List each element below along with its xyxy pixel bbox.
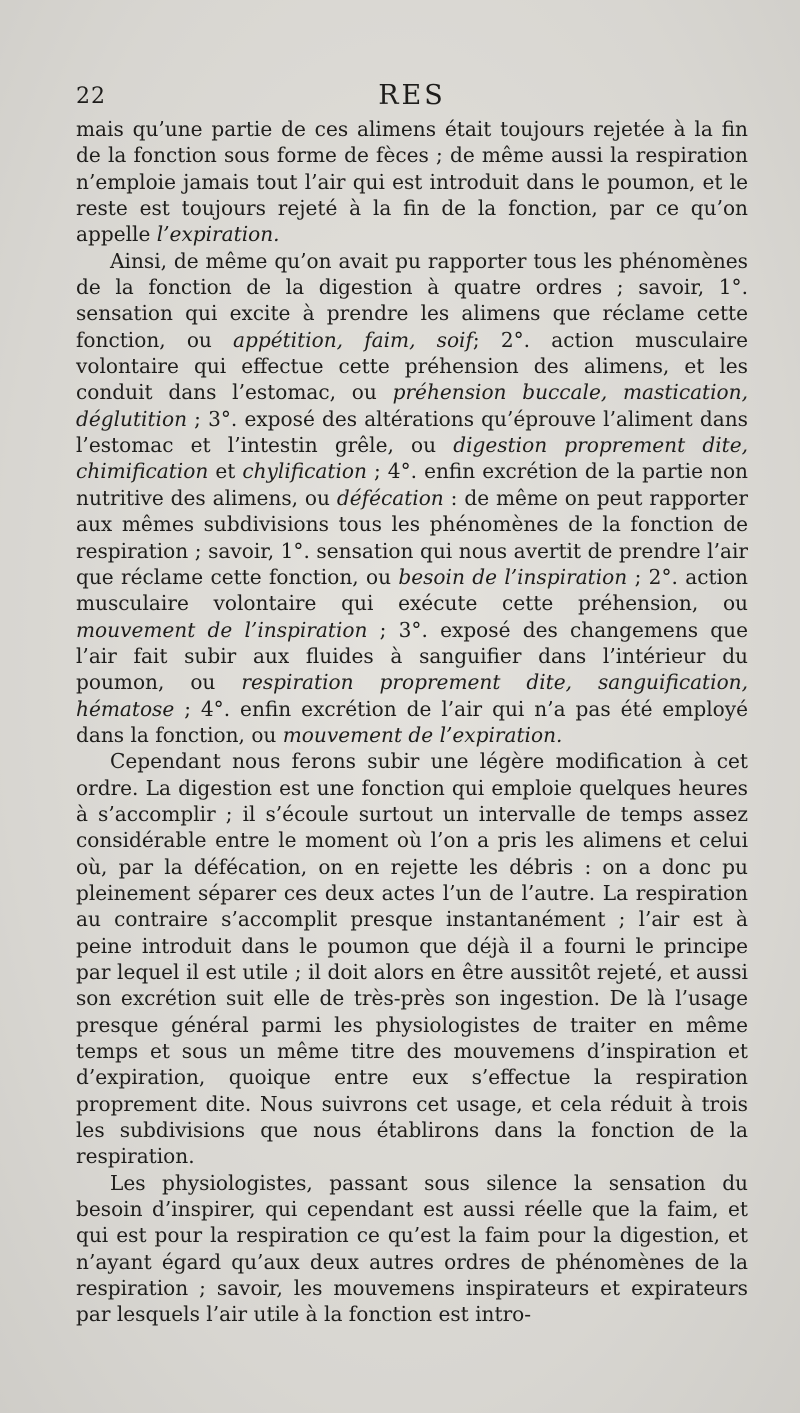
text-run: ; 3°. exposé des changemens que l’air fait subir aux fluides à sanguifier dans l’intérieur du poumon, ou (76, 617, 749, 695)
paragraph-4 (76, 1170, 748, 1328)
italic-term: préhension buccale, mastication, déglutition (76, 380, 748, 431)
italic-term: mouvement de l’inspiration (76, 617, 368, 642)
paragraph-2 (76, 248, 748, 749)
text-run: ; 3°. exposé des altérations qu’éprouve l’aliment dans l’estomac et l’intestin grêle, ou (76, 406, 748, 458)
text-run: et (208, 459, 243, 484)
paragraph-1 (76, 116, 748, 248)
text-run: ; 4°. enfin excrétion de la partie non nutritive des alimens, ou (76, 459, 748, 510)
page-header (76, 80, 748, 114)
italic-term: besoin de l’inspiration (398, 564, 628, 589)
text-run: Ainsi, de même qu’on avait pu rapporter tous les phénomènes de la fonction de la digestion à quatre ordres ; savoir, 1°. sensation qui excite à prendre les alimens que réclame cette fonction, ou (76, 248, 748, 352)
italic-term: digestion proprement dite, chimification (76, 433, 748, 484)
italic-term: défécation (336, 485, 444, 510)
italic-term: l’expiration. (156, 222, 280, 247)
italic-term: mouvement de l’expiration. (282, 722, 563, 747)
text-run: Les physiologistes, passant sous silence la sensation du besoin d’inspirer, qui cependant est aussi réelle que la faim, et qui est pour la respiration ce qu’est la faim pour la digestion, et n’ayant égard qu’aux deux autres ordres de phénomènes de la respiration ; savoir, les mouvemens inspirateurs et expirateurs par lesquels l’air utile à la fonction est intro- (76, 1170, 748, 1327)
text-run: ; 4°. enfin excrétion de l’air qui n’a pas été employé dans la fonction, ou (76, 696, 748, 747)
body-text (76, 116, 748, 1328)
italic-term: respiration proprement dite, sanguification, hématose (76, 670, 748, 721)
italic-term: appétition, faim, soif (233, 327, 473, 352)
running-head: RES (378, 80, 446, 111)
italic-term: chylification (242, 459, 367, 484)
page-number: 22 (76, 84, 106, 109)
text-run: mais qu’une partie de ces alimens était toujours rejetée à la fin de la fonction sous forme de fèces ; de même aussi la respiration n’emploie jamais tout l’air qui est introduit dans le poumon, et le reste est toujours rejeté à la fin de la fonction, par ce qu’on appelle (76, 117, 748, 247)
text-run: ; 2°. action musculaire volontaire qui exécute cette préhension, ou (76, 564, 748, 616)
text-run: : de même on peut rapporter aux mêmes subdivisions tous les phénomènes de la fonction de respiration ; savoir, 1°. sensation qui nous avertit de prendre l’air que réclame cette fonction, ou (76, 485, 748, 589)
paragraph-3 (76, 748, 748, 1170)
text-run: Cependant nous ferons subir une légère modification à cet ordre. La digestion est une fonction qui emploie quelques heures à s’accomplir ; il s’écoule surtout un intervalle de temps assez considérable entre le moment où l’on a pris les alimens et celui où, par la défécation, on en rejette les débris : on a donc pu pleinement séparer ces deux actes l’un de l’autre. La respiration au contraire s’accomplit presque instantanément ; l’air est à peine introduit dans le poumon que déjà il a fourni le principe par lequel il est utile ; il doit alors en être aussitôt rejeté, et aussi son excrétion suit elle de très-près son ingestion. De là l’usage presque général parmi les physiologistes de traiter en même temps et sous un même titre des mouvemens d’inspiration et d’expiration, quoique entre eux s’effectue la respiration proprement dite. Nous suivrons cet usage, et cela réduit à trois les subdivisions que nous établirons dans la fonction de la respiration. (76, 749, 748, 1169)
text-run: ; 2°. action musculaire volontaire qui effectue cette préhension des alimens, et les conduit dans l’estomac, ou (76, 327, 748, 405)
